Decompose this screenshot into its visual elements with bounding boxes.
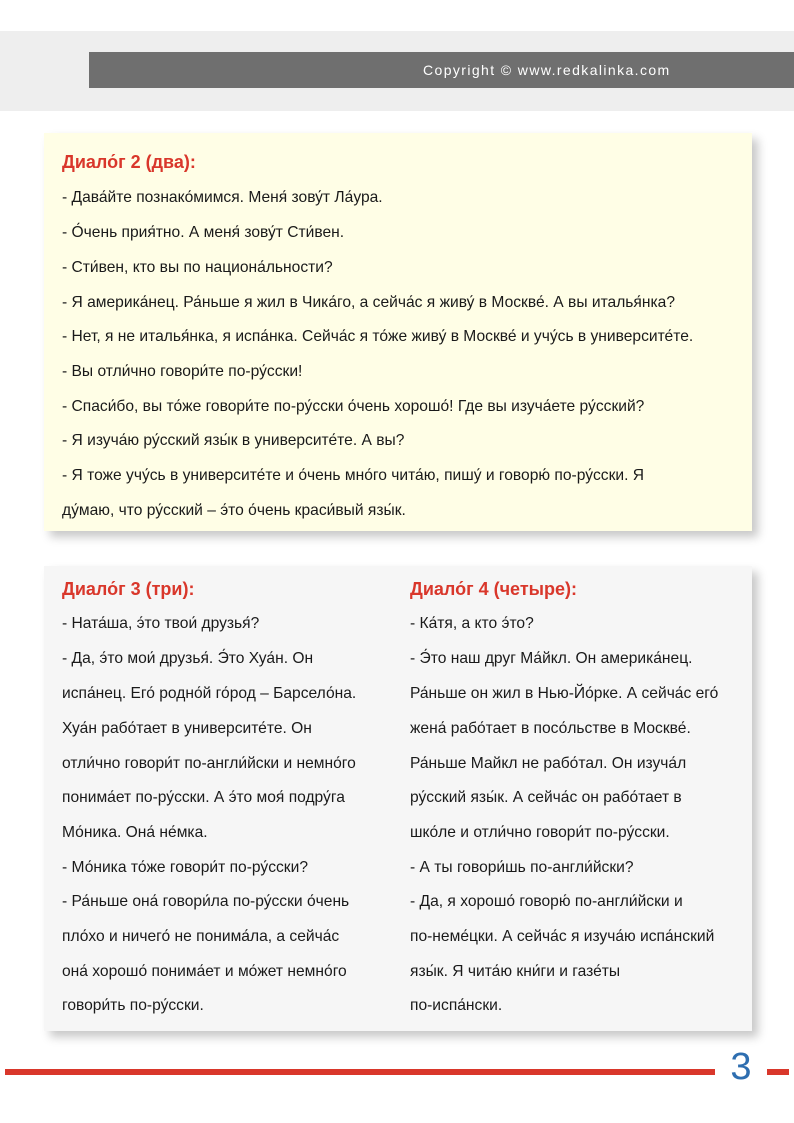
dialog-4-line: Ра́ньше Майкл не рабо́тал. Он изуча́л — [410, 755, 687, 772]
dialog-4-line: - А ты говори́шь по-англи́йски? — [410, 859, 634, 876]
dialog-2-title: Диало́г 2 (два): — [62, 152, 196, 172]
dialog-3-line: отли́чно говори́т по-англи́йски и немно́го — [62, 755, 356, 772]
dialog-4-line: - Да, я хорошо́ говорю́ по-англи́йски и — [410, 893, 683, 910]
dialog-4-line: жена́ рабо́тает в посо́льстве в Москве́. — [410, 720, 691, 737]
dialog-2-line: ду́маю, что ру́сский – э́то о́чень краси́вый язы́к. — [62, 502, 406, 519]
dialog-3-title: Диало́г 3 (три): — [62, 579, 195, 599]
dialog-4-line: - Ка́тя, а кто э́то? — [410, 615, 534, 632]
dialog-2-line: - Сти́вен, кто вы по национа́льности? — [62, 259, 333, 276]
dialog-2-line: - Дава́йте познако́мимся. Меня́ зову́т Ла́ура. — [62, 189, 383, 206]
dialog-3-line: испа́нец. Его́ родно́й го́род – Барсело́на. — [62, 685, 357, 702]
dialog-4-line: по-неме́цки. А сейча́с я изуча́ю испа́нский — [410, 928, 715, 945]
footer-rule-right — [767, 1069, 789, 1075]
dialog-2-line: - Вы отли́чно говори́те по-ру́сски! — [62, 363, 303, 380]
dialog-4-title: Диало́г 4 (четыре): — [410, 579, 578, 599]
dialog-3-line: - Ра́ньше она́ говори́ла по-ру́сски о́чень — [62, 893, 350, 910]
dialog-3-line: Хуа́н рабо́тает в университе́те. Он — [62, 720, 312, 737]
dialog-2-line: - Я изуча́ю ру́сский язы́к в университе́те. А вы? — [62, 432, 405, 449]
footer-rule-left — [5, 1069, 715, 1075]
dialog-3-line: понима́ет по-ру́сски. А э́то моя́ подру́га — [62, 789, 345, 806]
dialog-4-line: по-испа́нски. — [410, 997, 503, 1014]
dialog-4-line: - Э́то наш друг Ма́йкл. Он америка́нец. — [410, 650, 693, 667]
dialog-3-line: - Мо́ника то́же говори́т по-ру́сски? — [62, 859, 308, 876]
dialog-3-line: пло́хо и ничего́ не понима́ла, а сейча́с — [62, 928, 340, 945]
dialog-2-line: - О́чень прия́тно. А меня́ зову́т Сти́вен. — [62, 224, 345, 241]
dialog-3-line: - Ната́ша, э́то твои́ друзья́? — [62, 615, 260, 632]
dialog-2-line: - Спаси́бо, вы то́же говори́те по-ру́сски о́чень хорошо́! Где вы изуча́ете ру́сский? — [62, 398, 645, 415]
dialog-4-line: шко́ле и отли́чно говори́т по-ру́сски. — [410, 824, 670, 841]
dialog-2-line: - Нет, я не италья́нка, я испа́нка. Сейча́с я то́же живу́ в Москве́ и учу́сь в университе́те. — [62, 328, 694, 345]
dialog-3-line: Мо́ника. Она́ не́мка. — [62, 824, 208, 841]
dialog-3-line: - Да, э́то мои́ друзья́. Э́то Хуа́н. Он — [62, 650, 314, 667]
copyright-text: Copyright © www.redkalinka.com — [423, 62, 671, 78]
dialog-4-line: язы́к. Я чита́ю кни́ги и газе́ты — [410, 963, 621, 980]
dialog-4-line: Ра́ньше он жил в Нью-Йо́рке. А сейча́с его́ — [410, 685, 719, 702]
dialog-3-line: она́ хорошо́ понима́ет и мо́жет немно́го — [62, 963, 347, 980]
page-number: 3 — [730, 1046, 752, 1088]
dialog-4-line: ру́сский язы́к. А сейча́с он рабо́тает в — [410, 789, 682, 806]
dialog-2-line: - Я тоже учу́сь в университе́те и о́чень мно́го чита́ю, пишу́ и говорю́ по-ру́сски. Я — [62, 467, 645, 484]
dialog-3-line: говори́ть по-ру́сски. — [62, 997, 204, 1014]
dialog-2-line: - Я америка́нец. Ра́ньше я жил в Чика́го, а сейча́с я живу́ в Москве́. А вы италья́нка? — [62, 294, 675, 311]
